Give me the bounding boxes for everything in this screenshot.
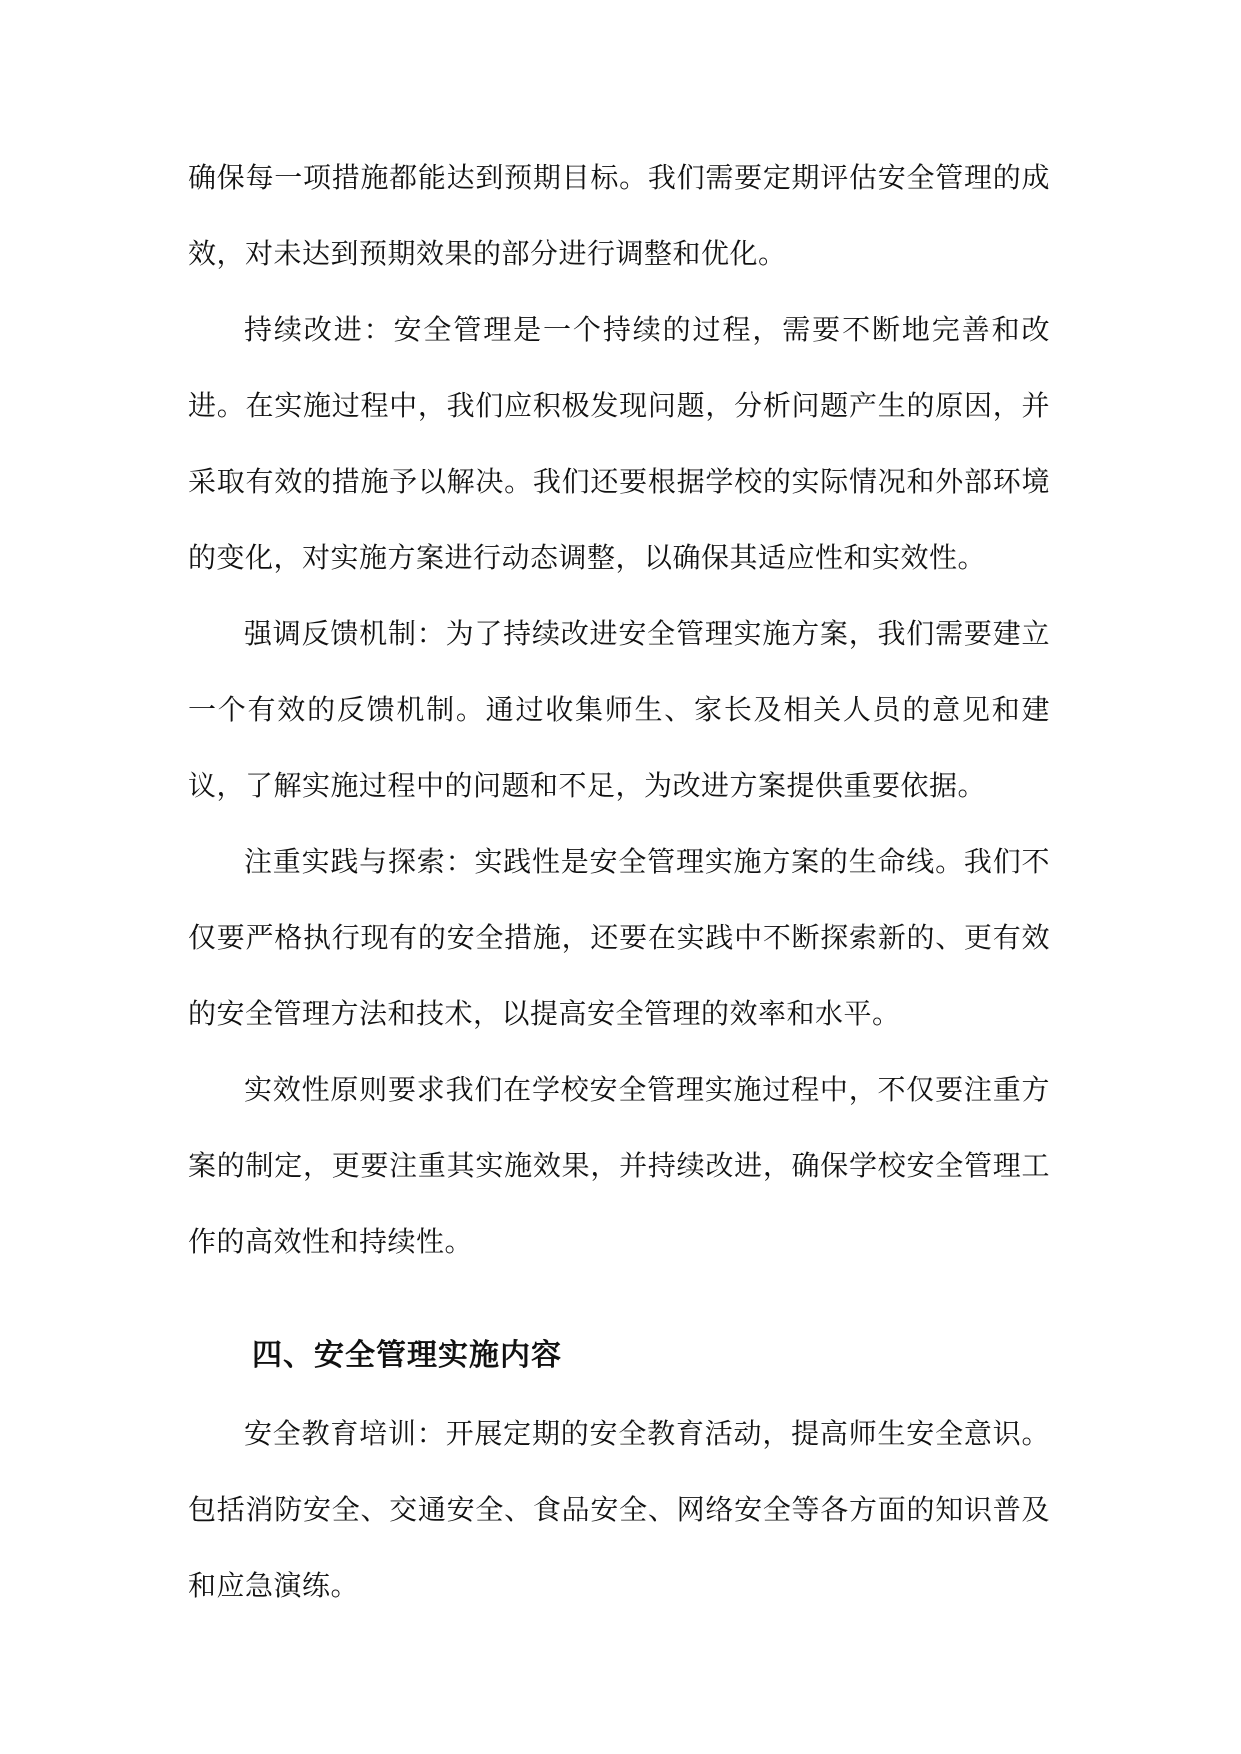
paragraph-effectiveness-evaluation: 确保每一项措施都能达到预期目标。我们需要定期评估安全管理的成效，对未达到预期效果的部分进行调整和优化。	[188, 161, 1050, 270]
paragraph-effectiveness-principle: 实效性原则要求我们在学校安全管理实施过程中，不仅要注重方案的制定，更要注重其实施效果，并持续改进，确保学校安全管理工作的高效性和持续性。	[188, 1073, 1050, 1258]
document-body	[188, 140, 1050, 1624]
paragraph-safety-education: 安全教育培训：开展定期的安全教育活动，提高师生安全意识。包括消防安全、交通安全、食品安全、网络安全等各方面的知识普及和应急演练。	[188, 1417, 1050, 1602]
section-heading: 四、安全管理实施内容	[252, 1338, 562, 1373]
paragraph-continuous-improvement: 持续改进：安全管理是一个持续的过程，需要不断地完善和改进。在实施过程中，我们应积极发现问题，分析问题产生的原因，并采取有效的措施予以解决。我们还要根据学校的实际情况和外部环境的变化，对实施方案进行动态调整，以确保其适应性和实效性。	[188, 313, 1050, 574]
paragraph-practice-exploration: 注重实践与探索：实践性是安全管理实施方案的生命线。我们不仅要严格执行现有的安全措施，还要在实践中不断探索新的、更有效的安全管理方法和技术，以提高安全管理的效率和水平。	[188, 845, 1050, 1030]
paragraph-feedback-mechanism: 强调反馈机制：为了持续改进安全管理实施方案，我们需要建立一个有效的反馈机制。通过收集师生、家长及相关人员的意见和建议，了解实施过程中的问题和不足，为改进方案提供重要依据。	[188, 617, 1050, 802]
